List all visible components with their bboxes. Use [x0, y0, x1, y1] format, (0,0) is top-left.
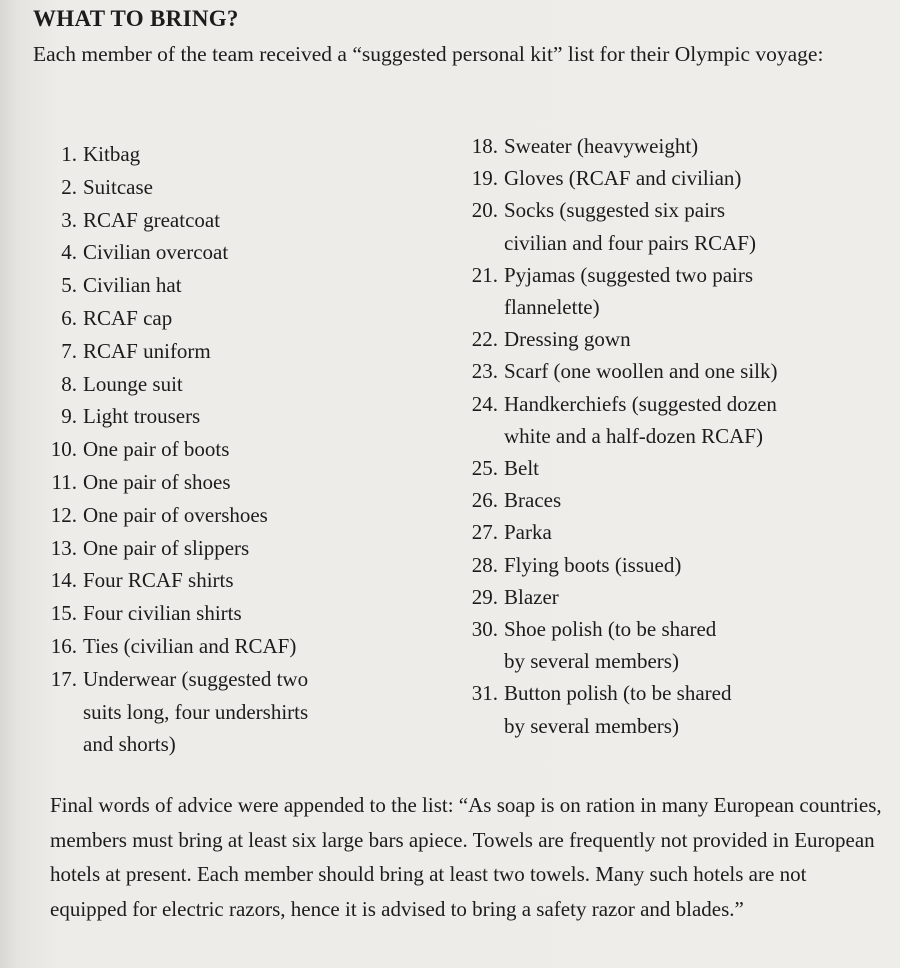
kit-item-line: One pair of boots — [83, 437, 230, 462]
kit-item-number: 2. — [61, 174, 77, 199]
kit-item-number: 24. — [471, 391, 498, 416]
kit-item-text — [504, 484, 872, 516]
kit-item-number: 29. — [471, 584, 498, 609]
kit-item-line: Handkerchiefs (suggested dozen — [504, 391, 777, 416]
kit-item-number: 5. — [61, 273, 77, 298]
kit-item-number: 8. — [61, 371, 77, 396]
kit-list-item — [38, 400, 458, 433]
kit-list-item — [38, 597, 458, 630]
kit-item-text — [83, 630, 458, 663]
kit-list-item — [38, 138, 458, 171]
kit-list-item — [38, 630, 458, 663]
kit-item-number: 3. — [61, 207, 77, 232]
kit-item-text — [504, 162, 872, 194]
kit-item-line: Blazer — [504, 584, 559, 609]
kit-item-number: 18. — [471, 134, 498, 158]
kit-list-item — [38, 433, 458, 466]
kit-item-line: Four RCAF shirts — [83, 568, 234, 593]
kit-item-line: Suitcase — [83, 174, 153, 199]
kit-item-number: 9. — [61, 404, 77, 429]
kit-list-item — [452, 516, 872, 548]
kit-item-line: Belt — [504, 456, 539, 481]
kit-item-line: suits long, four undershirts — [83, 699, 309, 724]
advice-paragraph: Final words of advice were appended to the list: “As soap is on ration in many European countries, members must bring at least six large bars apiece. Towels are frequently not provided in European hotels at present. Each member should bring at least two towels. Many such hotels are not equipped for electric razors, hence it is advised to bring a safety razor and blades.” — [50, 793, 882, 921]
kit-item-line: Four civilian shirts — [83, 601, 242, 626]
kit-list-item — [452, 388, 872, 452]
kit-item-line: Civilian hat — [83, 273, 182, 298]
kit-item-line: Flying boots (issued) — [504, 552, 682, 577]
kit-list-right-column — [452, 130, 872, 742]
kit-item-line: Pyjamas (suggested two pairs — [504, 262, 754, 287]
kit-list-item — [38, 663, 458, 761]
kit-item-text — [504, 613, 872, 677]
kit-list-item — [452, 130, 872, 162]
kit-item-text — [83, 269, 458, 302]
kit-item-number: 28. — [471, 552, 498, 577]
kit-item-line: Scarf (one woollen and one silk) — [504, 359, 778, 384]
kit-item-number: 12. — [50, 502, 77, 527]
kit-list-item — [452, 355, 872, 387]
kit-item-text — [83, 564, 458, 597]
kit-item-text — [83, 368, 458, 401]
kit-item-number: 10. — [50, 437, 77, 462]
kit-item-text — [83, 433, 458, 466]
kit-item-number: 23. — [471, 359, 498, 384]
kit-item-text — [83, 597, 458, 630]
kit-item-line: Dressing gown — [504, 327, 631, 352]
kit-item-number: 14. — [50, 568, 77, 593]
kit-item-line: by several members) — [504, 649, 679, 674]
kit-item-text — [83, 171, 458, 204]
kit-item-number: 7. — [61, 338, 77, 363]
kit-list-item — [38, 171, 458, 204]
kit-item-line: Button polish (to be shared — [504, 681, 732, 706]
kit-item-line: Socks (suggested six pairs — [504, 198, 726, 223]
kit-item-line: One pair of shoes — [83, 469, 231, 494]
kit-item-text — [504, 516, 872, 548]
kit-item-text — [83, 400, 458, 433]
kit-item-text — [504, 323, 872, 355]
kit-list-item — [452, 484, 872, 516]
kit-item-number: 16. — [50, 633, 77, 658]
kit-list-item — [38, 532, 458, 565]
kit-item-number: 26. — [471, 488, 498, 513]
kit-item-line: Sweater (heavyweight) — [504, 134, 699, 158]
kit-item-number: 6. — [61, 305, 77, 330]
kit-list-item — [452, 581, 872, 613]
section-title: WHAT TO BRING? — [33, 6, 239, 31]
kit-item-text — [83, 204, 458, 237]
kit-item-text — [504, 452, 872, 484]
kit-item-number: 17. — [50, 666, 77, 691]
kit-item-line: and shorts) — [83, 732, 176, 757]
kit-item-text — [504, 194, 872, 258]
kit-list-left-column — [38, 138, 458, 761]
kit-item-line: Lounge suit — [83, 371, 183, 396]
kit-item-line: civilian and four pairs RCAF) — [504, 230, 756, 255]
kit-item-text — [504, 581, 872, 613]
kit-list-item — [38, 204, 458, 237]
kit-item-line: RCAF uniform — [83, 338, 211, 363]
kit-item-text — [504, 130, 872, 162]
kit-list-item — [452, 677, 872, 741]
kit-item-line: by several members) — [504, 713, 679, 738]
kit-list-item — [38, 368, 458, 401]
kit-list-item — [452, 613, 872, 677]
kit-item-text — [504, 677, 872, 741]
kit-item-number: 19. — [471, 166, 498, 191]
kit-list-item — [38, 302, 458, 335]
kit-item-number: 30. — [471, 617, 498, 642]
kit-item-text — [83, 236, 458, 269]
intro-paragraph: Each member of the team received a “suggested personal kit” list for their Olympic voyage: — [33, 42, 824, 66]
kit-item-line: RCAF cap — [83, 305, 173, 330]
kit-item-text — [83, 138, 458, 171]
kit-item-text — [83, 335, 458, 368]
kit-item-text — [83, 499, 458, 532]
kit-item-line: Parka — [504, 520, 552, 545]
kit-item-text — [83, 466, 458, 499]
kit-item-number: 21. — [471, 262, 498, 287]
kit-list-item — [38, 466, 458, 499]
kit-list-item — [38, 335, 458, 368]
kit-item-line: Braces — [504, 488, 562, 513]
kit-item-line: Ties (civilian and RCAF) — [83, 633, 297, 658]
kit-item-number: 20. — [471, 198, 498, 223]
kit-item-text — [83, 663, 458, 761]
kit-item-number: 27. — [471, 520, 498, 545]
kit-item-line: One pair of slippers — [83, 535, 250, 560]
kit-list-item — [38, 236, 458, 269]
kit-list-item — [452, 323, 872, 355]
kit-list-item — [38, 269, 458, 302]
kit-list-item — [452, 549, 872, 581]
kit-item-number: 15. — [50, 601, 77, 626]
kit-list-item — [38, 564, 458, 597]
kit-item-number: 25. — [471, 456, 498, 481]
kit-item-line: Underwear (suggested two — [83, 666, 309, 691]
kit-item-text — [504, 259, 872, 323]
kit-item-line: RCAF greatcoat — [83, 207, 221, 232]
kit-item-line: Light trousers — [83, 404, 201, 429]
kit-item-line: One pair of overshoes — [83, 502, 268, 527]
kit-item-line: Civilian overcoat — [83, 240, 229, 265]
kit-list-item — [452, 194, 872, 258]
kit-item-text — [83, 532, 458, 565]
kit-list-item — [452, 162, 872, 194]
kit-item-text — [504, 549, 872, 581]
kit-item-line: Gloves (RCAF and civilian) — [504, 166, 742, 191]
kit-item-text — [504, 388, 872, 452]
kit-item-number: 1. — [61, 142, 77, 166]
kit-item-line: Shoe polish (to be shared — [504, 617, 717, 642]
kit-item-number: 4. — [61, 240, 77, 265]
kit-item-line: Kitbag — [83, 142, 141, 166]
kit-list-item — [452, 259, 872, 323]
kit-item-line: white and a half-dozen RCAF) — [504, 423, 763, 448]
kit-list-item — [452, 452, 872, 484]
kit-item-line: flannelette) — [504, 295, 600, 320]
kit-item-number: 22. — [471, 327, 498, 352]
kit-item-number: 31. — [471, 681, 498, 706]
kit-list-item — [38, 499, 458, 532]
kit-item-text — [83, 302, 458, 335]
kit-item-number: 13. — [50, 535, 77, 560]
kit-item-text — [504, 355, 872, 387]
kit-item-number: 11. — [51, 469, 77, 494]
